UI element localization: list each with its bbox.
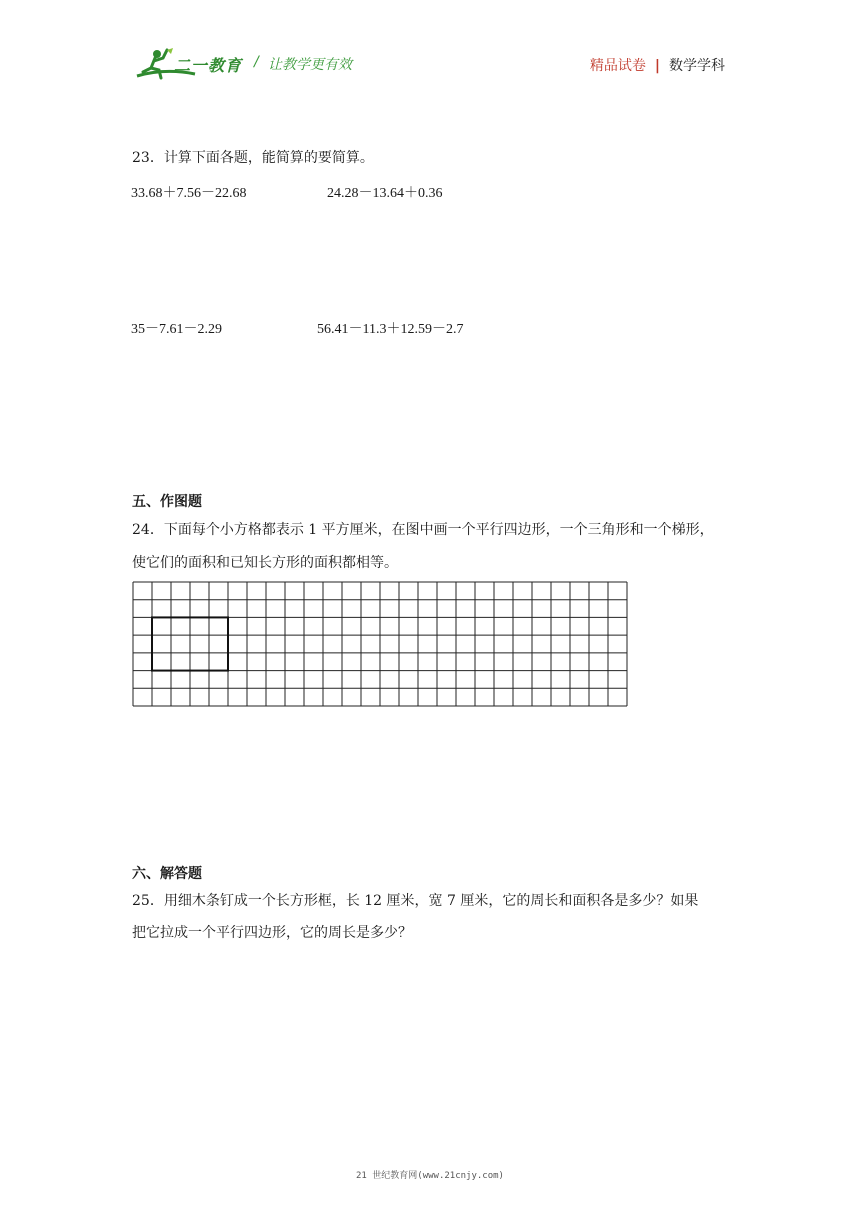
header-tags bbox=[590, 55, 725, 75]
question-25-line-2: 把它拉成一个平行四边形，它的周长是多少？ bbox=[132, 925, 412, 941]
expression-2: 24.28－13.64＋0.36 bbox=[327, 186, 443, 201]
section-6-title: 六、解答题 bbox=[132, 866, 202, 882]
question-23-title: 23．计算下面各题，能简算的要简算。 bbox=[132, 150, 374, 166]
question-24-line-1: 24．下面每个小方格都表示 1 平方厘米，在图中画一个平行四边形，一个三角形和一个梯形， bbox=[132, 522, 714, 538]
tag-separator: | bbox=[654, 58, 660, 74]
square-grid bbox=[132, 581, 628, 711]
slogan: 让教学更有效 bbox=[268, 57, 352, 73]
grid-drawing bbox=[132, 581, 628, 707]
tag-premium-paper: 精品试卷 bbox=[589, 58, 646, 74]
slogan-separator: / bbox=[254, 54, 259, 70]
question-24-line-2: 使它们的面积和已知长方形的面积都相等。 bbox=[132, 555, 398, 571]
question-25-line-1: 25．用细木条钉成一个长方形框，长 12 厘米，宽 7 厘米，它的周长和面积各是多少？如果 bbox=[132, 893, 699, 909]
expression-4: 56.41－11.3＋12.59－2.7 bbox=[317, 322, 464, 337]
tag-subject: 数学学科 bbox=[669, 58, 725, 74]
expression-3: 35－7.61－2.29 bbox=[131, 322, 222, 337]
page-footer: 21 世纪教育网(www.21cnjy.com) bbox=[356, 1171, 504, 1181]
expression-1: 33.68＋7.56－22.68 bbox=[131, 186, 247, 201]
page-header bbox=[0, 0, 860, 100]
logo-text: 二一教育 bbox=[174, 56, 243, 75]
section-5-title: 五、作图题 bbox=[132, 494, 202, 510]
